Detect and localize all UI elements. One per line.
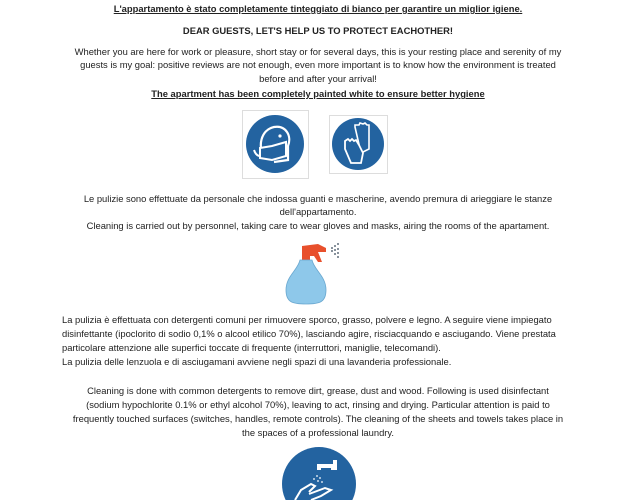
intro-line: Whether you are here for work or pleasure, short stay or for several days, this is your resting place and serenity of my — [74, 46, 562, 57]
cleaning-it-line: La pulizia è effettuata con detergenti comuni per rimuovere sporco, grasso, polvere e legno. A seguire viene impiegato — [62, 314, 552, 325]
cleaning-en-line: the spaces of a professional laundry. — [242, 427, 394, 438]
hand-washing-icon — [281, 446, 357, 500]
cleaning-en-line: Cleaning is done with common detergents to remove dirt, grease, dust and wood. Following is used disinfectant — [87, 385, 549, 396]
cleaning-it-line: La pulizia delle lenzuola e di asciugamani avviene negli spazi di una lavanderia professionale. — [62, 356, 452, 367]
staff-line: Le pulizie sono effettuate da personale che indossa guanti e mascherine, avendo premura di arieggiare le stanze — [83, 193, 553, 204]
staff-line: dell'appartamento. — [279, 206, 357, 217]
staff-line: Cleaning is carried out by personnel, taking care to wear gloves and masks, airing the rooms of the apartament. — [86, 220, 550, 231]
cleaning-it-line: disinfettante (ipoclorito di sodio 0,1% o alcool etilico 70%), lasciando agire, risciacquando e asciugando. Viene prestata — [62, 328, 556, 339]
face-mask-icon — [242, 110, 310, 180]
title-english: The apartment has been completely painted white to ensure better hygiene — [151, 88, 485, 99]
intro-line: before and after your arrival! — [259, 73, 377, 84]
cleaning-it-line: particolare attenzione alle superfici toccate di frequente (interruttori, maniglie, telecomandi). — [62, 342, 441, 353]
gloves-icon — [329, 115, 389, 175]
cleaning-en-line: (sodium hypochlorite 0.1% or ethyl alcohol 70%), leaving to act, rinsing and drying. Particular attention is paid to — [86, 399, 550, 410]
title-italian: L'appartamento è stato completamente tinteggiato di bianco per garantire un miglior igiene. — [113, 3, 523, 14]
intro-line: guests is my goal: positive reviews are not enough, even more important is to know how the environment is treated — [80, 59, 556, 70]
spray-bottle-icon — [280, 240, 350, 308]
heading: DEAR GUESTS, LET'S HELP US TO PROTECT EACHOTHER! — [182, 25, 454, 36]
cleaning-en-line: frequently touched surfaces (switches, handles, remote controls). The cleaning of the sheets and towels takes place in — [72, 413, 564, 424]
